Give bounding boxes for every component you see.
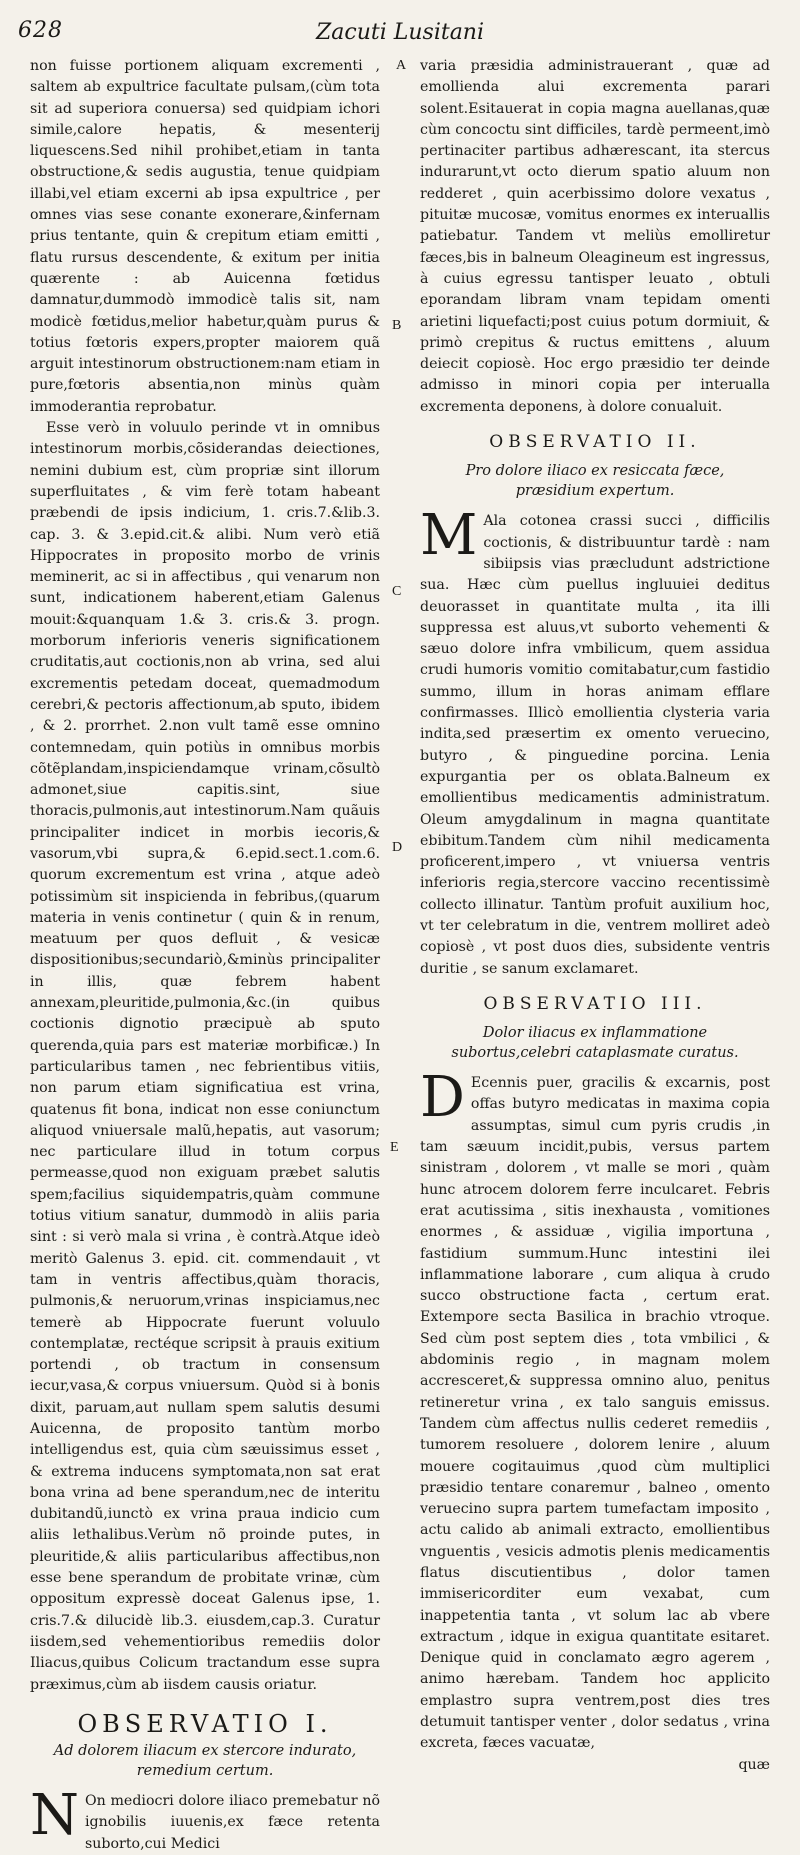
left-paragraph-1: non fuisse portionem aliquam excrementi , saltem ab expultrice facultate pulsam,(cùm tota sit ad superiora conuersa) sed quidpiam ichori simile,calore hepatis, & mesenterij liquescens.Sed nihil prohibet,etiam in tanta obstructione,& sedis augustia, tenue quidpiam illabi,vel etiam excerni ab ipsa expultrice , per omnes vias sese conante exonerare,&infernam prius tentante, quin & crepitum etiam emitti , flatu rursus descendente, & exitum per initia quærente : ab Auicenna fœtidus damnatur,dummodò immodicè talis sit, nam modicè fœtidus,melior habetur,quàm purus & totius fœtoris expers,propter maiorem quã arguit intestinorum obstructionem:nam etiam in pure,fœtoris absentia,non minùs quàm immoderantia reprobatur. — [30, 58, 380, 415]
margin-letter-b: B — [392, 318, 402, 333]
left-column — [30, 56, 380, 1852]
catchword: quæ — [738, 1756, 770, 1773]
observation-2-text: Ala cotonea crassi succi , difficilis coctionis, & distribuuntur tardè : nam sibiipsis vias præcludunt adstrictione sua. Hæc cùm puellus ingluuiei deditus deuorasset in quantitate multa , ita illi suppressa est aluus,vt suborto vehementi & sæuo dolore infra vmbilicum, quem assidua crudi humoris vomitio comitabatur,cum fastidio summo, illum in horas animam efflare confirmasses. Illicò emollientia clysteria varia indita,sed præsertim ex omento veruecino, butyro , & pinguedine porcina. Lenia expurgantia per os oblata.Balneum ex emollientibus medicamentis administratum. Oleum amygdalinum in magna quantitate ebibitum.Tandem cùm nihil medicamenta proficerent,impero , vt vniuersa ventris inferioris regia,stercore vaccino recentissimè collecto illinatur. Tantùm profuit auxilium hoc, vt ter celebratum in die, ventrem molliret adeò copiosè , vt post duos dies, subsidente ventris duritie , se sanum exclamaret. — [420, 513, 770, 977]
observation-1-title: OBSERVATIO I. — [77, 1709, 333, 1738]
observation-1-text: On mediocri dolore iliaco premebatur nõ ignobilis iuuenis,ex fæce retenta suborto,cui Medici — [85, 1793, 380, 1852]
dropcap-n: N — [30, 1783, 79, 1849]
page-number: 628 — [18, 18, 63, 43]
right-column — [420, 56, 770, 1773]
observation-1-subtitle: Ad dolorem iliacum ex stercore indurato, remedium certum. — [53, 1743, 357, 1780]
margin-letter-a: A — [396, 58, 407, 73]
observation-3-text: Ecennis puer, gracilis & excarnis, post offas butyro medicatas in maxima copia assumptas, simul cum pyris crudis ,in tam sæuum incidit,pubis, versus partem sinistram , dolorem , vt malle se mori , quàm hunc atrocem dolorem ferre inculcaret. Febris erat acutissima , sitis inexhausta , vomitiones enormes , & assiduæ , vigilia importuna , fastidium summum.Hunc intestini ilei inflammatione laborare , cum aliqua à crudo succo obstructione facta , certum erat. Extempore secta Basilica in brachio vtroque. Sed cùm post septem dies , tota vmbilici , & abdominis regio , in magnam molem accresceret,& suppressa omnino aluo, penitus retineretur vrina , ex talo sanguis emissus. Tandem cùm affectus nullis cederet remediis , tumorem resoluere , dolorem lenire , aluum mouere cogitauimus ,quod cùm multiplici præsidio tentare conaremur , balneo , omento veruecino supra partem tumefactam imposito , actu calido ab animali extracto, emollientibus vnguentis , vesicis admotis plenis medicamentis flatus discutientibus , dolor tamen immisericorditer eum vexabat, cum inappetentia tanta , vt solum lac ab vbere extractum , idque in exigua quantitate esitaret. Denique quid in conclamato ægro agerem , animo hærebam. Tandem hoc applicito emplastro supra ventrem,post dies tres detumuit tantisper venter , dolor sedatus , vrina excreta, fæces vacuatæ, — [420, 1075, 770, 1752]
margin-letter-e: E — [390, 1140, 399, 1155]
margin-letter-c: C — [392, 584, 402, 599]
dropcap-d: D — [420, 1065, 465, 1131]
observation-3-subtitle: Dolor iliacus ex inflammatione subortus,celebri cataplasmate curatus. — [451, 1025, 739, 1062]
observation-2-title: OBSERVATIO II. — [489, 432, 701, 453]
running-title: Zacuti Lusitani — [315, 20, 485, 45]
observation-2-subtitle: Pro dolore iliaco ex resiccata fæce, præsidium expertum. — [465, 463, 725, 500]
observation-3-title: OBSERVATIO III. — [483, 993, 707, 1014]
left-paragraph-2: Esse verò in voluulo perinde vt in omnibus intestinorum morbis,cõsiderandas deiectiones, nemini dubium est, cùm propriæ sint illorum superfluitates , & vim ferè totam habeant præbendi de ipsis indicium, 1. cris.7.&lib.3. cap. 3. & 3.epid.cit.& alibi. Num verò etiã Hippocrates in proposito morbo de vrinis meminerit, ac si in affectibus , qui venarum non sunt, indicationem haberent,etiam Galenus mouit:&quanquam 1.& 3. cris.& 3. progn. morborum inferioris veneris significationem cruditatis,aut coctionis,non ab vrina, sed alui excrementis petedam doceat, quemadmodum cerebri,& pectoris affectionum,ab sputo, ibidem , & 2. prorrhet. 2.non vult tamẽ esse omnino contemnedam, quin potiùs in omnibus morbis cõtẽplandam,inspiciendamque vrinam,cõsultò admonet,siue capitis.sint, siue thoracis,pulmonis,aut intestinorum.Nam quãuis principaliter indicet in morbis iecoris,& vasorum,vbi supra,& 6.epid.sect.1.com.6. quorum excrementum est vrina , atque adeò potissimùm sit inspicienda in febribus,(quarum materia in venis continetur ( quin & in renum, meatuum per quos defluit , & vesicæ dispositionibus;secundariò,&minùs principaliter in illis, quæ febrem habent annexam,pleuritide,pulmonia,&c.(in quibus coctionis dignotio præcipuè ab sputo querenda,quia pars est materiæ morbificæ.) In particularibus tamen , nec febrientibus vitiis, non parum etiam significatiua est vrina, quatenus fit bona, indicat non esse coniunctum aliquod vniuersale malũ,hepatis, aut vasorum; nec particulare illud in totum corpus permeasse,quod non exiguam præbet salutis spem;facilius siquidempatris,quàm commune totius vitium sanatur, dummodò in aliis paria sint : si verò mala si vrina , è contrà.Atque ideò meritò Galenus 3. epid. cit. commendauit , vt tam in ventris affectibus,quàm thoracis, pulmonis,& neruorum,vrinas inspiciamus,nec temerè ab Hippocrate fuerunt voluulo contemplatæ, rectéque scripsit à prauis exitium portendi , ob tractum in consensum iecur,vasa,& corpus vniuersum. Quòd si à bonis dixit, paruam,aut nullam spem salutis desumi Auicenna, de proposito tantùm morbo intelligendus est, quia cùm sæuissimus esset , & extrema inducens symptomata,non sat erat bona vrina ad bene sperandum,nec de interitu dubitandũ,iunctò ex vrina praua indicio cum aliis lethalibus.Verùm nõ proinde putes, in pleuritide,& aliis particularibus affectibus,non esse bene sperandum de probitate vrinæ, cùm oppositum expressè doceat Galenus ipse, 1. cris.7.& dilucidè lib.3. eiusdem,cap.3. Curatur iisdem,sed vehementioribus remediis dolor Iliacus,quibus Colicum tractandum esse supra præximus,cùm ab iisdem causis oriatur. — [30, 420, 380, 1693]
right-paragraph-1: varia præsidia administrauerant , quæ ad emollienda alui excrementa parari solent.Esitauerat in copia magna auellanas,quæ cùm concoctu sint difficiles, tardè permeent,imò pertinaciter partibus adhærescant, ita stercus indurarunt,vt octo dierum spatio aluum non redderet , quin acerbissimo dolore vexatus , pituitæ mucosæ, vomitus enormes ex interuallis patiebatur. Tandem vt meliùs emolliretur fæces,bis in balneum Oleagineum est ingressus, à cuius egressu tantisper leuato , obtuli eporandam libram vnam tepidam omenti arietini liquefacti;post cuius potum dormiuit, & primò crepitus & ructus emittens , aluum deiecit copiosè. Hoc ergo præsidio ter deinde admisso in minori copia per interualla excrementa deponens, à dolore conualuit. — [420, 58, 770, 415]
observation-3-body — [420, 1065, 770, 1755]
observation-2-body — [420, 503, 770, 980]
margin-letter-d: D — [392, 840, 403, 855]
observation-1-body — [30, 1783, 380, 1855]
dropcap-m: M — [420, 503, 478, 569]
